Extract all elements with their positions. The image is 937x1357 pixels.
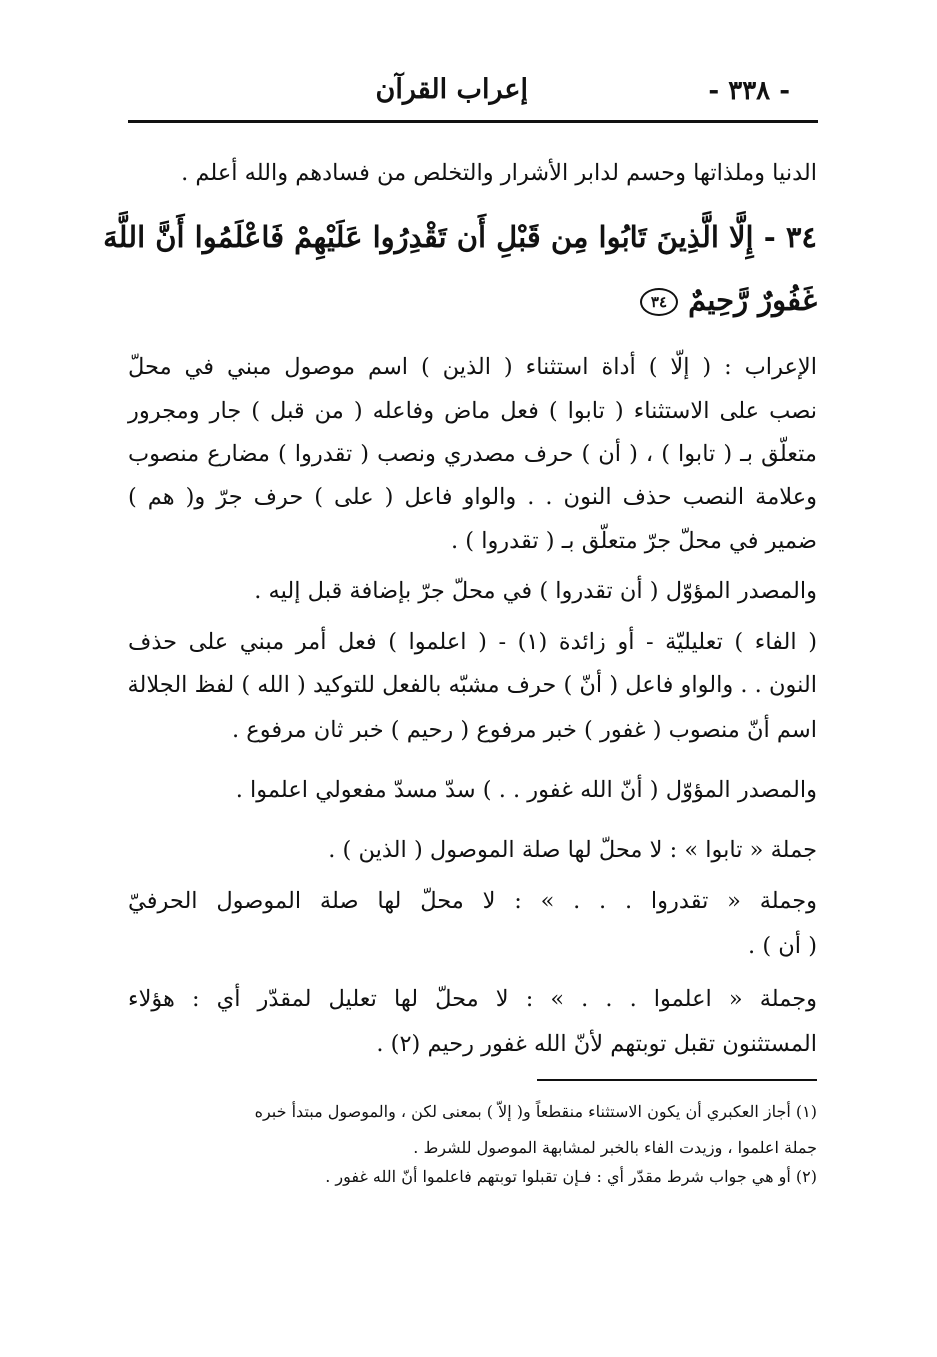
page-number: - ٣٣٨ - (708, 76, 790, 106)
fa-line-1: ( الفاء ) تعليليّة - أو زائدة (١) - ( اعلموا ) فعل أمر مبني على حذف (128, 629, 817, 655)
fa-line-3: اسم أنّ منصوب ( غفور ) خبر مرفوع ( رحيم ) خبر ثان مرفوع . (232, 717, 817, 743)
irab-line-1 (128, 350, 817, 384)
jumla-line-3: وجملة « اعلموا . . . » : لا محلّ لها تعليل لمقدّر أي : هؤلاء (128, 986, 817, 1012)
jumla-line-1: جملة « تابوا » : لا محلّ لها صلة الموصول ( الذين ) . (328, 837, 817, 863)
verse-line-2 (128, 283, 817, 317)
fa-line-2: النون . . والواو فاعل ( أنّ ) حرف مشبّه بالفعل للتوكيد ( الله ) لفظ الجلالة (127, 672, 817, 698)
jumla-line-3b: المستثنون تقبل توبتهم لأنّ الله غفور رحيم (٢) . (376, 1031, 817, 1057)
footnote-2: (٢) أو هي جواب شرط مقدّر أي : فـإن تقبلوا توبتهم فاعلموا أنّ الله غفور . (325, 1167, 817, 1186)
header-rule (128, 120, 818, 123)
irab-line-2: نصب على الاستثناء ( تابوا ) فعل ماض وفاعله ( من قبل ) جار ومجرور (128, 398, 817, 424)
irab-paragraph: الإعراب : ( إلّا ) أداة استثناء ( الذين ) اسم موصول مبني في محلّ (128, 354, 817, 380)
verse-text-end: غَفُورٌ رَّحِيمٌ (688, 283, 817, 317)
irab-line-5: ضمير في محلّ جرّ متعلّق بـ ( تقدروا ) . (450, 528, 817, 554)
irab-line-4: وعلامة النصب حذف النون . . والواو فاعل ( على ) حرف جرّ و( هم ) (128, 484, 817, 510)
page-header (128, 62, 818, 118)
masdar-line-1: والمصدر المؤوّل ( أن تقدروا ) في محلّ جرّ بإضافة قبل إليه . (254, 578, 817, 604)
jumla-line-2: وجملة « تقدروا . . . » : لا محلّ لها صلة الموصول الحرفيّ (128, 888, 817, 914)
text-line-1: الدنيا وملذاتها وحسم لدابر الأشرار والتخلص من فسادهم والله أعلم . (181, 160, 817, 186)
irab-line-3: متعلّق بـ ( تابوا ) ، ( أن ) حرف مصدري ونصب ( تقدروا ) مضارع منصوب (128, 441, 817, 467)
masdar-line-2: والمصدر المؤوّل ( أنّ الله غفور . . ) سدّ مسدّ مفعولي اعلموا . (235, 777, 817, 803)
footnote-1: (١) أجاز العكبري أن يكون الاستثناء منقطعاً و( إلاّ ) بمعنى لكن ، والموصول مبتدأ خبره (254, 1102, 817, 1121)
running-title: إعراب القرآن (375, 74, 528, 105)
footnote-1-cont: جملة اعلموا ، وزيدت الفاء بالخبر لمشابهة الموصول للشرط . (413, 1138, 817, 1157)
jumla-line-2b: ( أن ) . (748, 933, 817, 959)
footnote-rule (537, 1079, 817, 1081)
verse-line-1: ٣٤ - إِلَّا الَّذِينَ تَابُوا مِن قَبْلِ أَن تَقْدِرُوا عَلَيْهِمْ فَاعْلَمُوا أَنَّ اللَّهَ (103, 220, 817, 254)
verse-end-marker: ٣٤ (640, 288, 678, 316)
